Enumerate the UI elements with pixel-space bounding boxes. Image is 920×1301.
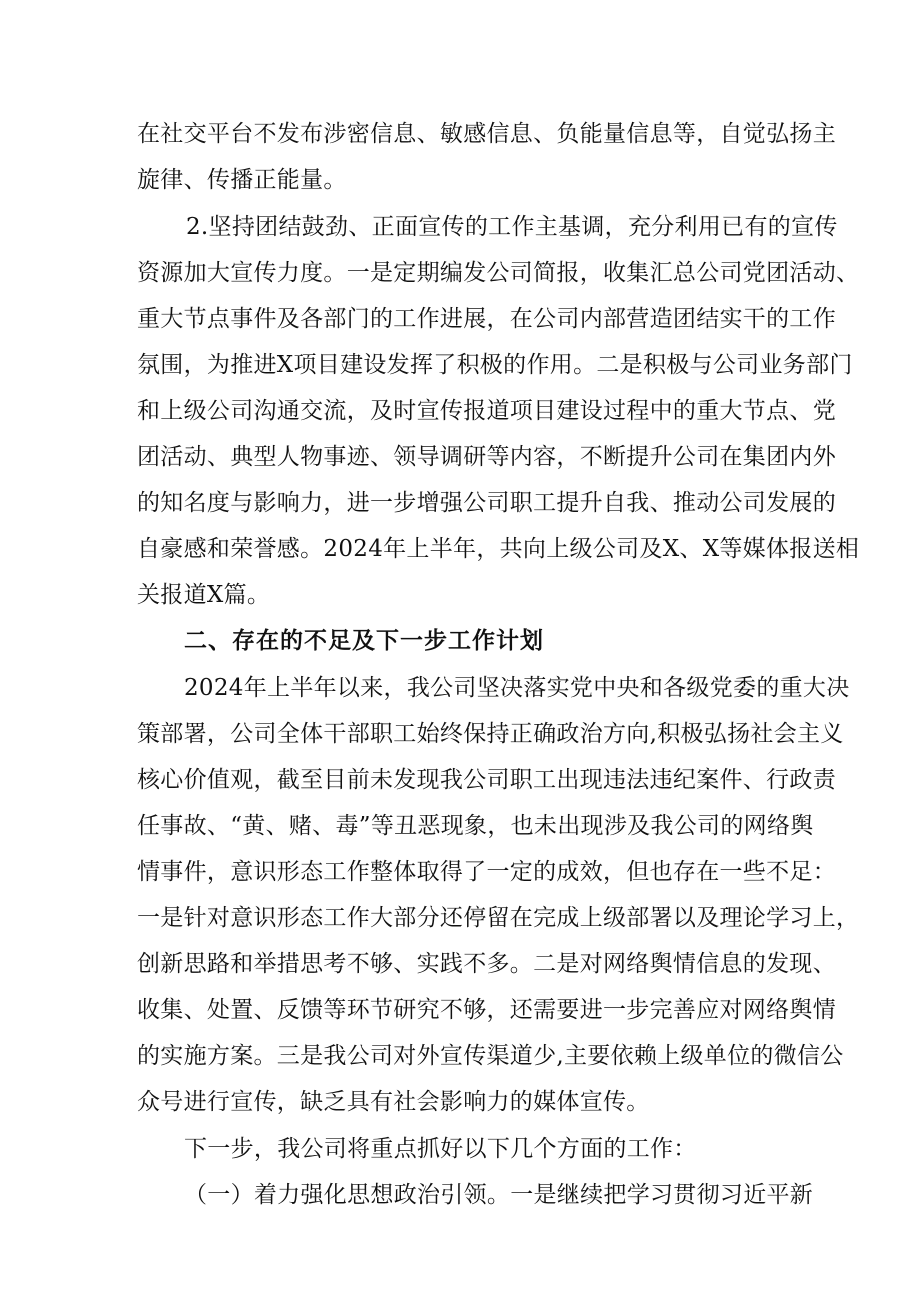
text-line: 自豪感和荣誉感。2024年上半年，共向上级公司及X、X等媒体报送相 xyxy=(137,536,860,562)
text-line: 收集、处置、反馈等环节研究不够，还需要进一步完善应对网络舆情 xyxy=(137,997,836,1023)
text-line: （一）着力强化思想政治引领。一是继续把学习贯彻习近平新 xyxy=(184,1182,814,1208)
text-line: 一是针对意识形态工作大部分还停留在完成上级部署以及理论学习上， xyxy=(137,905,860,931)
text-line: 策部署，公司全体干部职工始终保持正确政治方向,积极弘扬社会主义 xyxy=(137,721,844,747)
text-line: 核心价值观，截至目前未发现我公司职工出现违法违纪案件、行政责 xyxy=(137,767,836,793)
text-line: 氛围，为推进X项目建设发挥了积极的作用。二是积极与公司业务部门 xyxy=(137,352,853,378)
text-line: 众号进行宣传，缺乏具有社会影响力的媒体宣传。 xyxy=(137,1089,650,1115)
text-line: 旋律、传播正能量。 xyxy=(137,167,347,193)
text-line: 创新思路和举措思考不够、实践不多。二是对网络舆情信息的发现、 xyxy=(137,951,836,977)
text-line: 任事故、“黄、赌、毒”等丑恶现象，也未出现涉及我公司的网络舆 xyxy=(137,813,814,839)
text-line: 2024年上半年以来，我公司坚决落实党中央和各级党委的重大决 xyxy=(184,675,850,701)
text-line: 2.坚持团结鼓劲、正面宣传的工作主基调，充分利用已有的宣传 xyxy=(186,214,838,240)
text-line: 的实施方案。三是我公司对外宣传渠道少,主要依赖上级单位的微信公 xyxy=(137,1043,844,1069)
text-line: 关报道X篇。 xyxy=(137,582,271,608)
text-line: 资源加大宣传力度。一是定期编发公司简报，收集汇总公司党团活动、 xyxy=(137,260,860,286)
text-line: 下一步，我公司将重点抓好以下几个方面的工作： xyxy=(184,1136,697,1162)
text-line: 和上级公司沟通交流，及时宣传报道项目建设过程中的重大节点、党 xyxy=(137,398,836,424)
text-line: 情事件，意识形态工作整体取得了一定的成效，但也存在一些不足： xyxy=(137,859,836,885)
text-line: 重大节点事件及各部门的工作进展，在公司内部营造团结实干的工作 xyxy=(137,306,836,332)
text-line: 团活动、典型人物事迹、领导调研等内容，不断提升公司在集团内外 xyxy=(137,444,836,470)
text-line: 在社交平台不发布涉密信息、敏感信息、负能量信息等，自觉弘扬主 xyxy=(137,121,836,147)
text-line: 的知名度与影响力，进一步增强公司职工提升自我、推动公司发展的 xyxy=(137,490,836,516)
section-heading: 二、存在的不足及下一步工作计划 xyxy=(184,628,544,654)
